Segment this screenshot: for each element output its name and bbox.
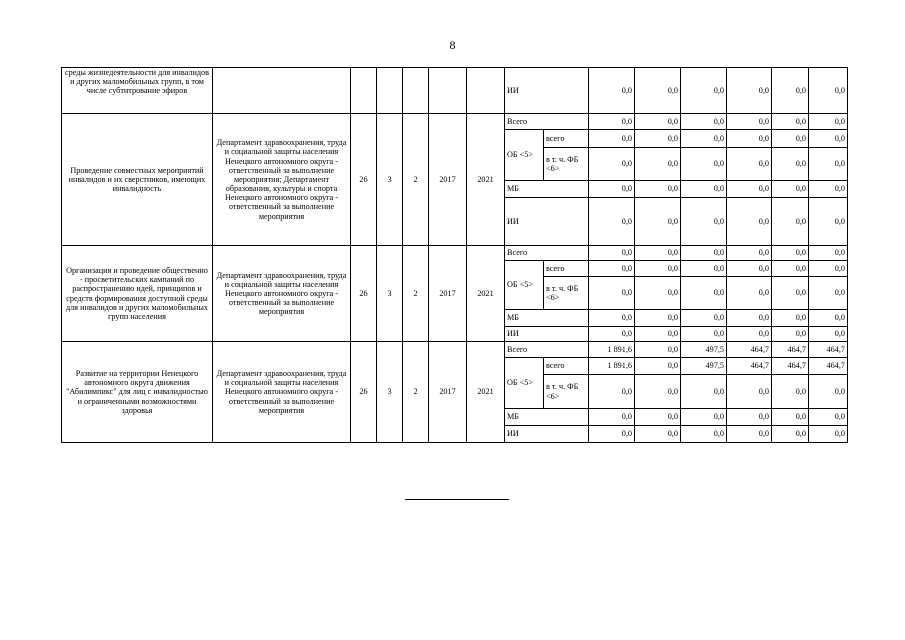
source-label: Всего: [505, 342, 589, 358]
value-cell: 0,0: [681, 246, 727, 261]
executor: Департамент здравоохранения, труда и социальной защиты населения Ненецкого автономного округа - ответственный за выполнение мероприятия: [213, 246, 351, 342]
value-cell: 0,0: [635, 342, 681, 358]
value-cell: 0,0: [681, 277, 727, 310]
executor: [213, 68, 351, 114]
value-cell: 464,7: [727, 358, 772, 375]
footer-divider: [405, 499, 509, 500]
value-cell: 0,0: [809, 68, 848, 114]
value-cell: 0,0: [681, 426, 727, 443]
value-cell: 0,0: [727, 375, 772, 409]
value-cell: 0,0: [681, 114, 727, 130]
value-cell: 0,0: [589, 198, 635, 246]
value-cell: 0,0: [772, 130, 809, 148]
code-cell: 26: [351, 342, 377, 443]
value-cell: 0,0: [589, 130, 635, 148]
value-cell: 0,0: [772, 426, 809, 443]
year-start: 2017: [429, 246, 467, 342]
year-end: [467, 68, 505, 114]
value-cell: 0,0: [635, 358, 681, 375]
source-label: Всего: [505, 246, 589, 261]
year-end: 2021: [467, 114, 505, 246]
value-cell: 0,0: [772, 310, 809, 327]
value-cell: 0,0: [727, 181, 772, 198]
code-cell: [377, 68, 403, 114]
source-label: ИИ: [505, 198, 589, 246]
value-cell: 0,0: [589, 114, 635, 130]
value-cell: 0,0: [809, 277, 848, 310]
value-cell: 0,0: [635, 310, 681, 327]
value-cell: 0,0: [589, 310, 635, 327]
executor: Департамент здравоохранения, труда и социальной защиты населения Ненецкого автономного округа - ответственный за выполнение мероприятия; Департамент образования, культуры и спорта Ненецкого автономного округа - ответственный за выполнение мероприятия: [213, 114, 351, 246]
table-row: [62, 246, 848, 261]
value-cell: 0,0: [809, 130, 848, 148]
value-cell: 0,0: [727, 130, 772, 148]
value-cell: 0,0: [809, 327, 848, 342]
value-cell: 0,0: [589, 261, 635, 277]
source-sublabel: всего: [544, 261, 589, 277]
value-cell: 0,0: [772, 198, 809, 246]
value-cell: 0,0: [809, 148, 848, 181]
value-cell: 0,0: [727, 261, 772, 277]
value-cell: 0,0: [772, 68, 809, 114]
source-label: Всего: [505, 114, 589, 130]
page-number: 8: [449, 38, 456, 52]
code-cell: 2: [403, 342, 429, 443]
code-cell: 2: [403, 114, 429, 246]
value-cell: 0,0: [681, 130, 727, 148]
value-cell: 0,0: [589, 68, 635, 114]
measure-name: Организация и проведение общественно - просветительских кампаний по распространению идей, принципов и средств формирования доступной среды для инвалидов и других маломобильных групп населения: [62, 246, 213, 342]
value-cell: 464,7: [772, 358, 809, 375]
value-cell: 0,0: [635, 375, 681, 409]
source-sublabel: в т. ч. ФБ <6>: [544, 148, 589, 181]
year-end: 2021: [467, 342, 505, 443]
value-cell: 0,0: [681, 148, 727, 181]
source-label: ИИ: [505, 68, 589, 114]
source-label: МБ: [505, 181, 589, 198]
value-cell: 0,0: [681, 198, 727, 246]
source-sublabel: в т. ч. ФБ <6>: [544, 375, 589, 409]
value-cell: 0,0: [727, 68, 772, 114]
source-label: ИИ: [505, 327, 589, 342]
value-cell: 0,0: [635, 246, 681, 261]
value-cell: 0,0: [635, 409, 681, 426]
value-cell: 0,0: [809, 181, 848, 198]
value-cell: 0,0: [681, 181, 727, 198]
value-cell: 0,0: [589, 246, 635, 261]
ob-label: ОБ <5>: [505, 261, 544, 310]
source-label: ИИ: [505, 426, 589, 443]
value-cell: 464,7: [772, 342, 809, 358]
value-cell: 0,0: [727, 198, 772, 246]
value-cell: 0,0: [635, 198, 681, 246]
table-row: [62, 342, 848, 358]
value-cell: 0,0: [809, 246, 848, 261]
program-table: [61, 67, 848, 443]
ob-label: ОБ <5>: [505, 358, 544, 409]
value-cell: 0,0: [681, 327, 727, 342]
value-cell: 0,0: [589, 148, 635, 181]
measure-name: Проведение совместных мероприятий инвалидов и их сверстников, имеющих инвалидность: [62, 114, 213, 246]
value-cell: 0,0: [727, 426, 772, 443]
value-cell: 0,0: [727, 148, 772, 181]
code-cell: 26: [351, 114, 377, 246]
executor: Департамент здравоохранения, труда и социальной защиты населения Ненецкого автономного округа - ответственный за выполнение мероприятия: [213, 342, 351, 443]
code-cell: 26: [351, 246, 377, 342]
value-cell: 497,5: [681, 358, 727, 375]
value-cell: 464,7: [809, 342, 848, 358]
source-label: МБ: [505, 409, 589, 426]
value-cell: 0,0: [635, 426, 681, 443]
value-cell: 0,0: [809, 261, 848, 277]
source-sublabel: всего: [544, 358, 589, 375]
value-cell: 0,0: [772, 375, 809, 409]
value-cell: 0,0: [681, 261, 727, 277]
value-cell: 1 891,6: [589, 342, 635, 358]
code-cell: [403, 68, 429, 114]
value-cell: 0,0: [809, 198, 848, 246]
value-cell: 0,0: [681, 375, 727, 409]
value-cell: 0,0: [727, 409, 772, 426]
value-cell: 0,0: [589, 409, 635, 426]
value-cell: 0,0: [589, 426, 635, 443]
value-cell: 1 891,6: [589, 358, 635, 375]
year-start: 2017: [429, 114, 467, 246]
code-cell: 3: [377, 114, 403, 246]
value-cell: 0,0: [589, 375, 635, 409]
value-cell: 0,0: [809, 375, 848, 409]
value-cell: 0,0: [589, 327, 635, 342]
value-cell: 0,0: [772, 277, 809, 310]
value-cell: 0,0: [635, 68, 681, 114]
year-start: [429, 68, 467, 114]
code-cell: 3: [377, 246, 403, 342]
value-cell: 0,0: [772, 409, 809, 426]
value-cell: 464,7: [727, 342, 772, 358]
value-cell: 0,0: [589, 181, 635, 198]
value-cell: 0,0: [635, 114, 681, 130]
year-end: 2021: [467, 246, 505, 342]
value-cell: 0,0: [681, 68, 727, 114]
value-cell: 0,0: [809, 409, 848, 426]
value-cell: 464,7: [809, 358, 848, 375]
value-cell: 0,0: [727, 114, 772, 130]
value-cell: 497,5: [681, 342, 727, 358]
source-sublabel: в т. ч. ФБ <6>: [544, 277, 589, 310]
value-cell: 0,0: [772, 148, 809, 181]
value-cell: 0,0: [727, 277, 772, 310]
value-cell: 0,0: [589, 277, 635, 310]
table-row: [62, 68, 848, 114]
value-cell: 0,0: [681, 310, 727, 327]
value-cell: 0,0: [635, 327, 681, 342]
value-cell: 0,0: [635, 277, 681, 310]
code-cell: [351, 68, 377, 114]
ob-label: ОБ <5>: [505, 130, 544, 181]
source-label: МБ: [505, 310, 589, 327]
measure-name: Развитие на территории Ненецкого автономного округа движения "Абилимпикс" для лиц с инвалидностью и ограниченными возможностями здоровья: [62, 342, 213, 443]
table-row: [62, 114, 848, 130]
value-cell: 0,0: [635, 130, 681, 148]
value-cell: 0,0: [772, 261, 809, 277]
source-sublabel: всего: [544, 130, 589, 148]
measure-name: среды жизнедеятельности для инвалидов и других маломобильных групп, в том числе субтитрование эфиров: [62, 68, 213, 114]
code-cell: 3: [377, 342, 403, 443]
value-cell: 0,0: [635, 261, 681, 277]
value-cell: 0,0: [727, 246, 772, 261]
value-cell: 0,0: [772, 181, 809, 198]
value-cell: 0,0: [809, 114, 848, 130]
value-cell: 0,0: [772, 246, 809, 261]
value-cell: 0,0: [772, 114, 809, 130]
value-cell: 0,0: [727, 310, 772, 327]
value-cell: 0,0: [809, 310, 848, 327]
year-start: 2017: [429, 342, 467, 443]
value-cell: 0,0: [809, 426, 848, 443]
value-cell: 0,0: [635, 181, 681, 198]
value-cell: 0,0: [681, 409, 727, 426]
value-cell: 0,0: [727, 327, 772, 342]
value-cell: 0,0: [772, 327, 809, 342]
value-cell: 0,0: [635, 148, 681, 181]
code-cell: 2: [403, 246, 429, 342]
